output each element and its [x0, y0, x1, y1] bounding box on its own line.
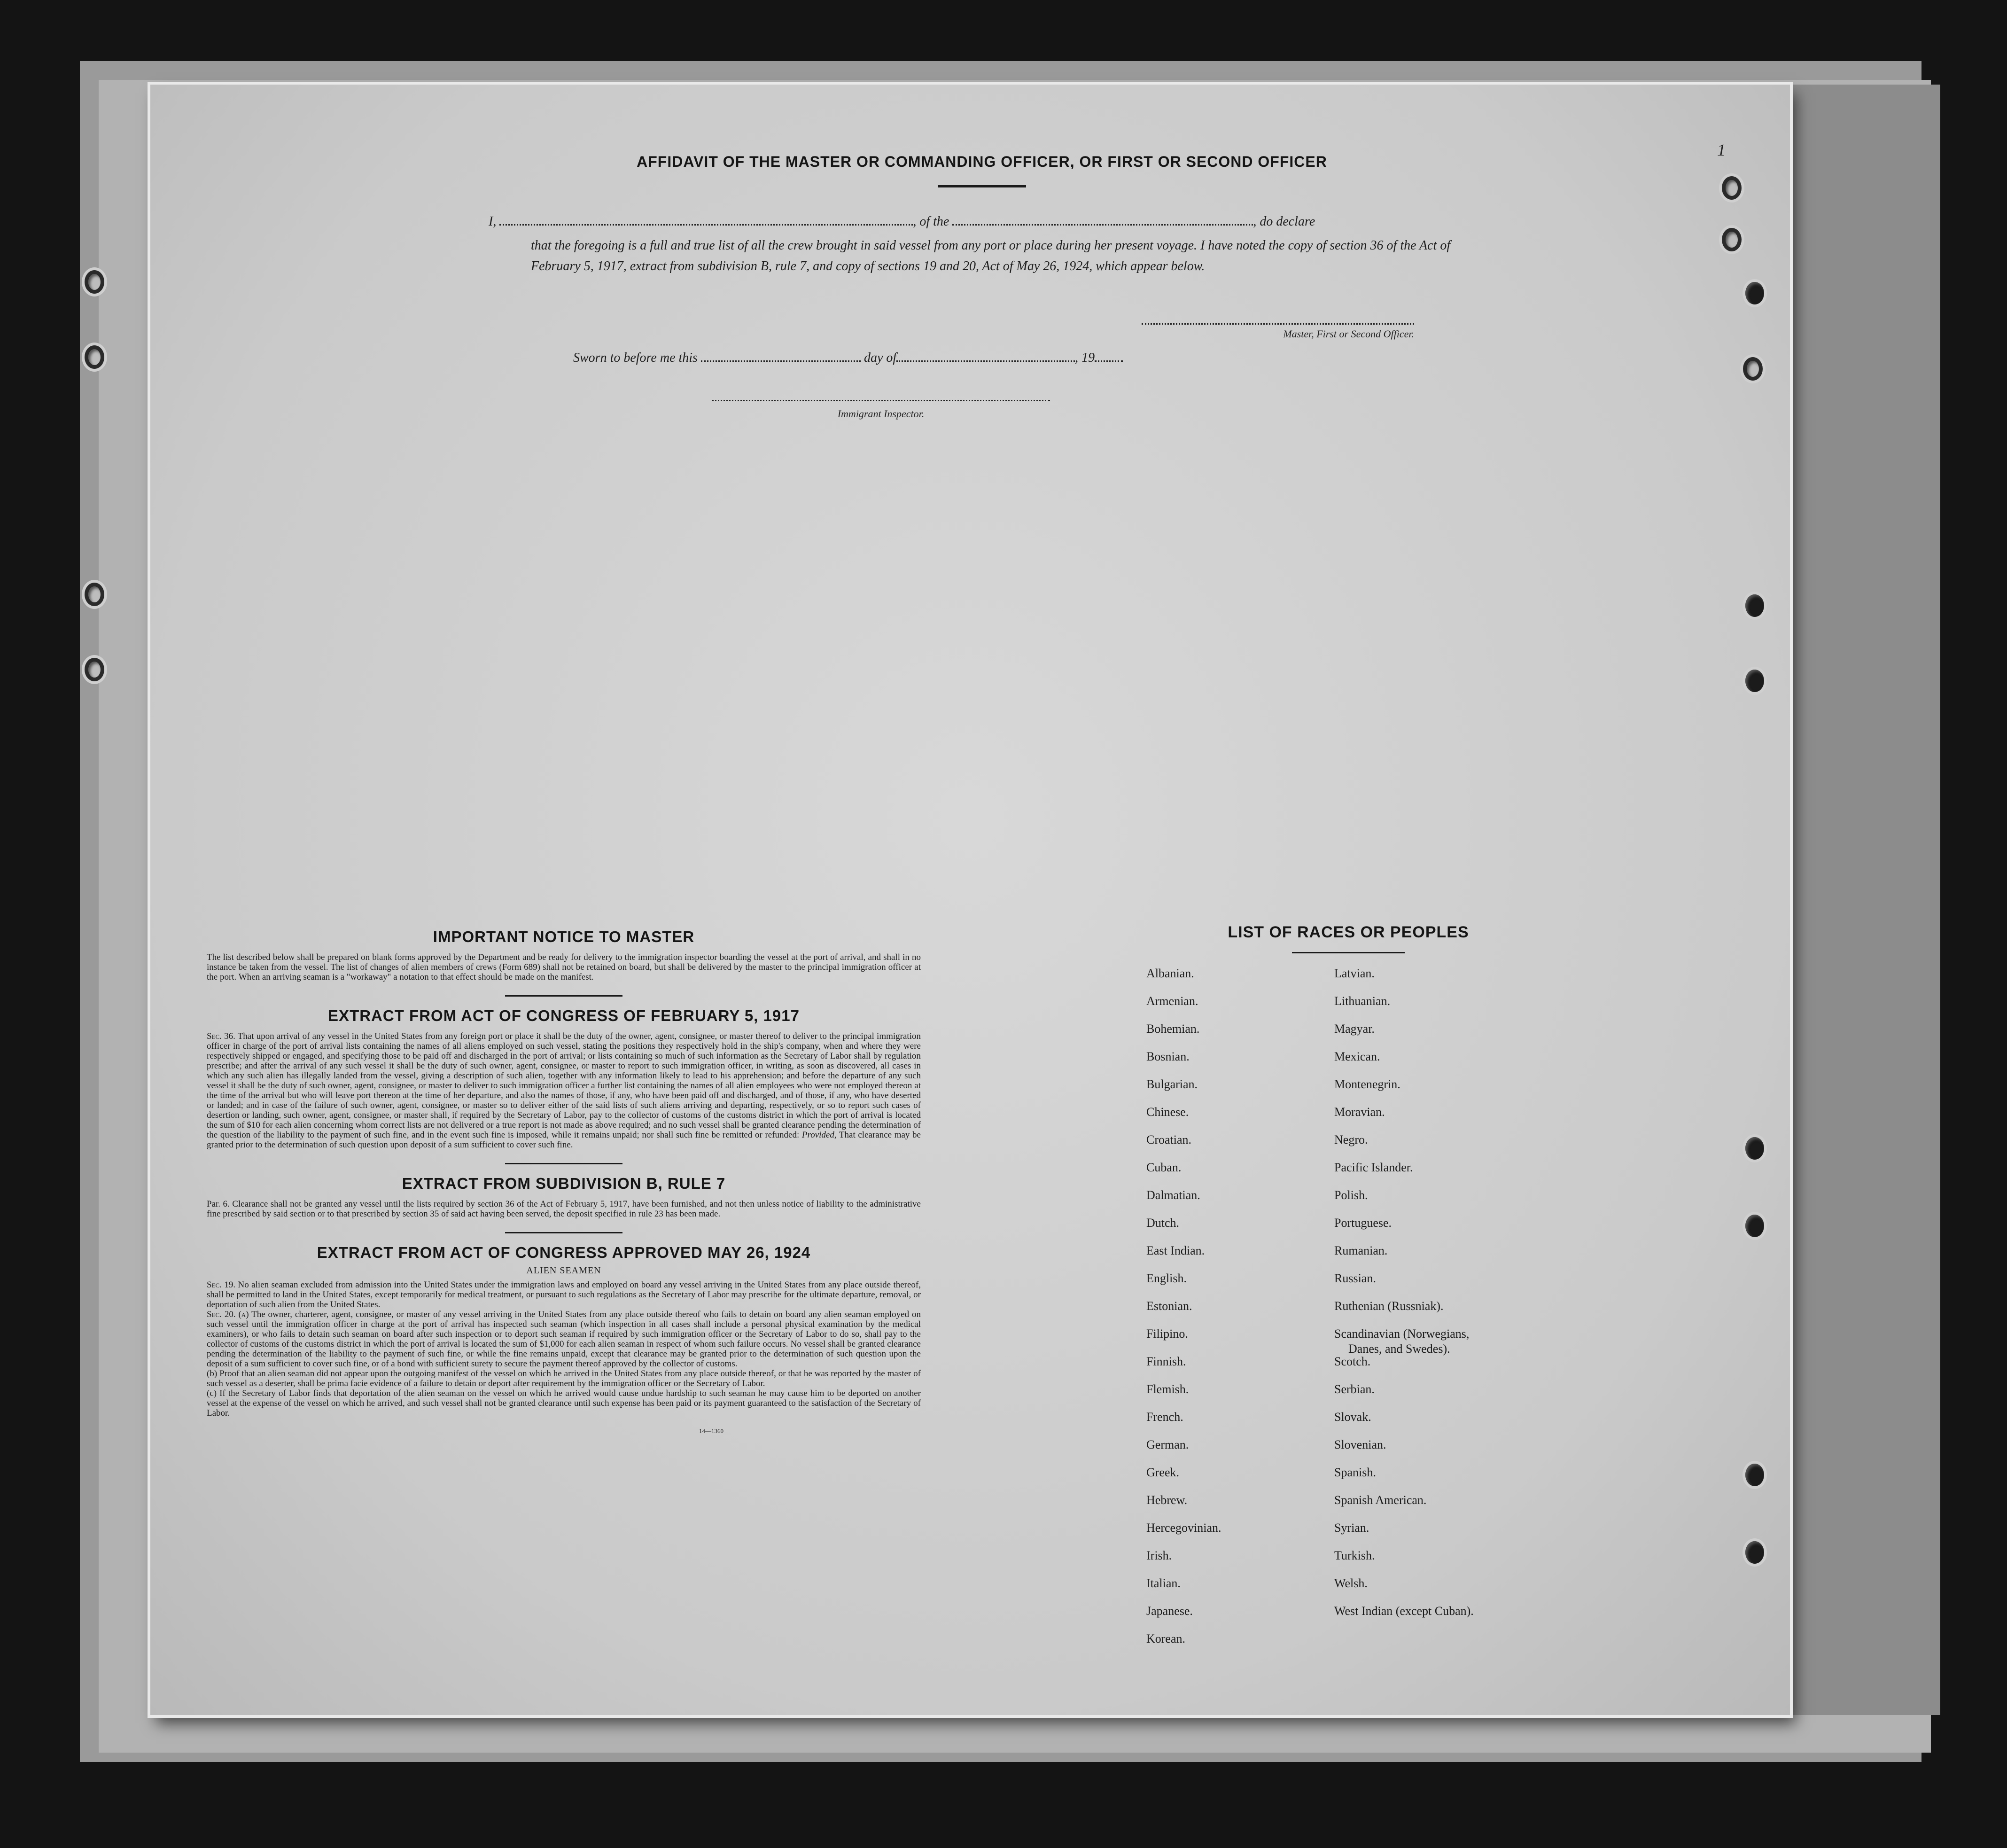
- races-list: [1142, 967, 1555, 1681]
- punch-hole: [1745, 1215, 1764, 1237]
- race-item: Greek.: [1146, 1466, 1180, 1479]
- extract-rule7-text: Par. 6. Clearance shall not be granted any vessel until the lists required by section 36 of the Act of February 5, 1917, have been furnished, and not then unless notice of liability to the administrative fine prescribed by said section or to that prescribed by section 35 of said act having been served, the deposit specified in rule 23 has been made.: [207, 1199, 921, 1219]
- race-item: Scandinavian (Norwegians,: [1334, 1327, 1470, 1341]
- race-item: Latvian.: [1334, 967, 1375, 980]
- proviso-label: Provided,: [801, 1130, 837, 1140]
- section-divider: [505, 995, 622, 997]
- section-label: (c): [207, 1388, 217, 1398]
- punch-hole: [1743, 357, 1763, 381]
- race-item: Negro.: [1334, 1133, 1368, 1146]
- punch-hole: [1745, 670, 1764, 692]
- race-item: Slovenian.: [1334, 1438, 1386, 1451]
- race-item: English.: [1146, 1271, 1187, 1285]
- extract-1924-title: EXTRACT FROM ACT OF CONGRESS APPROVED MAY 26, 1924: [317, 1244, 811, 1261]
- punch-hole: [85, 583, 104, 606]
- punch-hole: [1745, 1541, 1764, 1564]
- of-the-text: , of the: [913, 214, 949, 229]
- punch-hole: [1745, 594, 1764, 617]
- name-blank: [499, 215, 913, 226]
- declare-text: , do declare: [1253, 214, 1315, 229]
- race-item: Filipino.: [1146, 1327, 1188, 1341]
- race-item: Syrian.: [1334, 1521, 1369, 1535]
- section-text: Proof that an alien seaman did not appear upon the outgoing manifest of the vessel on which he arrived in the United States from any place outside thereof, or that he was reported by the master of such vessel as a deserter, shall be prima facie evidence of a failure to detain or deport after requirement by the immigration officer or the Secretary of Labor.: [207, 1369, 921, 1388]
- race-item: Russian.: [1334, 1271, 1376, 1285]
- race-item: Turkish.: [1334, 1549, 1375, 1562]
- vessel-blank: [952, 215, 1253, 226]
- master-signature-line: [1142, 323, 1414, 325]
- race-item: Chinese.: [1146, 1105, 1189, 1119]
- race-item: Ruthenian (Russniak).: [1334, 1299, 1444, 1313]
- section-text: If the Secretary of Labor finds that deportation of the alien seaman on the vessel on which he arrived would cause undue hardship to such seaman he may cause him to be deported on another vessel at the expense of the vessel on which he arrived, and such vessel shall not be granted clearance until such expense has been paid or its payment guaranteed to the satisfaction of the Secretary of Labor.: [207, 1388, 921, 1418]
- race-item: Cuban.: [1146, 1161, 1182, 1174]
- declarant-prefix: I,: [489, 214, 497, 229]
- section-label: Sec. 19.: [207, 1280, 236, 1290]
- extract-1917-text: [207, 1031, 921, 1150]
- year-blank: [1095, 351, 1123, 362]
- page-number: 1: [1717, 140, 1726, 159]
- affidavit-declaration-line: [489, 214, 1456, 229]
- race-item: Magyar.: [1334, 1022, 1375, 1036]
- race-item: Bohemian.: [1146, 1022, 1200, 1036]
- section-label: Sec. 36.: [207, 1031, 235, 1041]
- punch-hole: [1745, 1137, 1764, 1160]
- punch-hole: [1722, 176, 1742, 200]
- race-item: Italian.: [1146, 1576, 1181, 1590]
- race-item: Irish.: [1146, 1549, 1172, 1562]
- day-blank: [701, 351, 861, 362]
- race-item: Japanese.: [1146, 1604, 1193, 1618]
- section-label: (b): [207, 1369, 218, 1379]
- affidavit-title: AFFIDAVIT OF THE MASTER OR COMMANDING OFFICER, OR FIRST OR SECOND OFFICER: [637, 153, 1327, 170]
- sworn-prefix: Sworn to before me this: [573, 351, 698, 365]
- title-rule: [938, 185, 1026, 187]
- race-item: Spanish.: [1334, 1466, 1376, 1479]
- month-blank: [896, 351, 1075, 362]
- race-item: Flemish.: [1146, 1382, 1189, 1396]
- affidavit-body: that the foregoing is a full and true list of all the crew brought in said vessel from any port or place during her present voyage. I have noted the copy of section 36 of the Act of February 5, 1917, extract from subdivision B, rule 7, and copy of sections 19 and 20, Act of May 26, 1924, which appear below.: [531, 238, 1451, 273]
- race-item: West Indian (except Cuban).: [1334, 1604, 1474, 1618]
- race-item: German.: [1146, 1438, 1189, 1451]
- extract-1917-title: EXTRACT FROM ACT OF CONGRESS OF FEBRUARY 5, 1917: [328, 1007, 800, 1024]
- races-title: LIST OF RACES OR PEOPLES: [1228, 923, 1469, 941]
- section-text: The owner, charterer, agent, consignee, or master of any vessel arriving in the United States from any place outside thereof who fails to detain on board any alien seaman employed on such vessel until the immigration officer in charge at the port of arrival has inspected such seaman (which inspection in all cases shall include a personal physical examination by the medical examiners), or who fails to detain such seaman on board after such inspection or to deport such seaman if required by such immigration officer or the Secretary of Labor to do so, shall pay to the collector of customs of the customs district in which the port of arrival is located the sum of $1,000 for each alien seaman in respect of whom such failure occurs. No vessel shall be granted clearance pending the determination of the liability to the payment of such fine, or while the fine remains unpaid, except that clearance may be granted prior to the determination of such question upon the deposit of a sum sufficient to cover such fine, or of a bond with sufficient surety to secure the payment thereof approved by the collector of customs.: [207, 1310, 921, 1369]
- punch-hole: [1745, 1464, 1764, 1486]
- race-item: Danes, and Swedes).: [1348, 1342, 1450, 1356]
- sec20c-text: [207, 1388, 921, 1418]
- race-item: Lithuanian.: [1334, 994, 1391, 1008]
- section-text: No alien seaman excluded from admission into the United States under the immigration laws and employed on board any vessel arriving in the United States from any place outside thereof, shall be permitted to land in the United States, except temporarily for medical treatment, or pursuant to such regulations as the Secretary of Labor may prescribe for the ultimate departure, removal, or deportation of such alien from the United States.: [207, 1280, 921, 1310]
- punch-hole: [85, 345, 104, 369]
- race-item: Welsh.: [1334, 1576, 1368, 1590]
- race-item: East Indian.: [1146, 1244, 1205, 1257]
- notice-title: IMPORTANT NOTICE TO MASTER: [433, 928, 695, 945]
- underlying-sheet-edge: [1766, 85, 1940, 1715]
- punch-hole: [85, 270, 104, 294]
- race-item: Pacific Islander.: [1334, 1161, 1413, 1174]
- sec19-text: [207, 1280, 921, 1310]
- section-divider: [505, 1163, 622, 1164]
- sworn-day-of: day of: [863, 351, 897, 365]
- race-item: Serbian.: [1334, 1382, 1375, 1396]
- race-item: Hercegovinian.: [1146, 1521, 1221, 1535]
- sworn-year: , 19: [1075, 351, 1095, 365]
- race-item: Korean.: [1146, 1632, 1186, 1645]
- race-item: Montenegrin.: [1334, 1077, 1400, 1091]
- race-item: Polish.: [1334, 1188, 1368, 1202]
- race-item: Dutch.: [1146, 1216, 1180, 1230]
- notice-text: The list described below shall be prepared on blank forms approved by the Department and be ready for delivery to the immigration inspector boarding the vessel at the port of arrival, and shall in no instance be taken from the vessel. The list of changes of alien members of crews (Form 689) shall not be retained on board, but shall be delivered by the master to the principal immigration officer at the port. When an arriving seaman is a "workaway" a notation to that effect should be made on the manifest.: [207, 952, 921, 982]
- races-list-section: [1142, 923, 1555, 1681]
- inspector-signature-line: [712, 400, 1050, 401]
- race-item: Estonian.: [1146, 1299, 1192, 1313]
- inspector-label: Immigrant Inspector.: [837, 408, 925, 420]
- punch-hole: [1745, 282, 1764, 304]
- section-divider: [505, 1232, 622, 1233]
- race-item: Finnish.: [1146, 1355, 1186, 1368]
- extract-rule7-title: EXTRACT FROM SUBDIVISION B, RULE 7: [402, 1175, 726, 1192]
- legal-notices-column: [207, 928, 921, 1435]
- sec20a-text: [207, 1310, 921, 1369]
- race-item: Bosnian.: [1146, 1050, 1190, 1063]
- sec20b-text: [207, 1369, 921, 1388]
- race-item: Rumanian.: [1334, 1244, 1388, 1257]
- sworn-line: [573, 351, 1231, 366]
- race-item: Albanian.: [1146, 967, 1194, 980]
- races-title-rule: [1292, 952, 1405, 953]
- race-item: Dalmatian.: [1146, 1188, 1200, 1202]
- race-item: Portuguese.: [1334, 1216, 1392, 1230]
- race-item: Bulgarian.: [1146, 1077, 1198, 1091]
- race-item: Mexican.: [1334, 1050, 1380, 1063]
- form-code: 14—1360: [699, 1427, 723, 1435]
- race-item: Spanish American.: [1334, 1493, 1427, 1507]
- proviso-text: That clearance may be granted prior to the determination of such question upon deposit of a sum sufficient to cover such fine.: [207, 1130, 921, 1150]
- master-signature-label: Master, First or Second Officer.: [1283, 328, 1414, 340]
- race-item: Scotch.: [1334, 1355, 1371, 1368]
- alien-seamen-subtitle: ALIEN SEAMEN: [526, 1265, 601, 1276]
- section-text: That upon arrival of any vessel in the United States from any foreign port or place it shall be the duty of the owner, agent, consignee, or master thereof to deliver to the principal immigration officer in charge of the port of arrival lists containing the names of all aliens employed on such vessel, stating the positions they respectively hold in the ship's company, when and where they were respectively shipped or engaged, and specifying those to be paid off and discharged in the port of arrival; or lists containing so much of such information as the Secretary of Labor shall by regulation prescribe; and after the arrival of any such vessel it shall be the duty of such owner, agent, consignee, or master to report to such immigration officer, in writing, as soon as discovered, all cases in which any such alien has illegally landed from the vessel, giving a description of such alien, together with any information likely to lead to his apprehension; and before the departure of any such vessel it shall be the duty of such owner, agent, consignee, or master to deliver to such immigration officer a further list containing the names of all alien employees who were not employed thereon at the time of the arrival but who will leave port thereon at the time of her departure, and also the names of those, if any, who have been paid off and discharged, and of those, if any, who have deserted or landed; and in case of the failure of such owner, agent, consignee, or master so to deliver either of the said lists of such aliens arriving and departing, respectively, or so to report such cases of desertion or landing, such owner, agent, consignee, or master shall, if required by the Secretary of Labor, pay to the collector of customs of the customs district in which the port of arrival is located the sum of $10 for each alien concerning whom correct lists are not delivered or a true report is not made as above required; and no such vessel shall be granted clearance pending the determination of the question of the liability to the payment of such fine, and in the event such fine is imposed, while it remains unpaid; nor shall such fine be remitted or refunded:: [207, 1031, 921, 1140]
- punch-hole: [85, 658, 104, 681]
- race-item: Armenian.: [1146, 994, 1198, 1008]
- race-item: Hebrew.: [1146, 1493, 1188, 1507]
- race-item: Moravian.: [1334, 1105, 1385, 1119]
- punch-hole: [1722, 228, 1742, 251]
- race-item: Slovak.: [1334, 1410, 1371, 1424]
- section-label: Sec. 20. (a): [207, 1310, 249, 1319]
- race-item: Croatian.: [1146, 1133, 1192, 1146]
- race-item: French.: [1146, 1410, 1183, 1424]
